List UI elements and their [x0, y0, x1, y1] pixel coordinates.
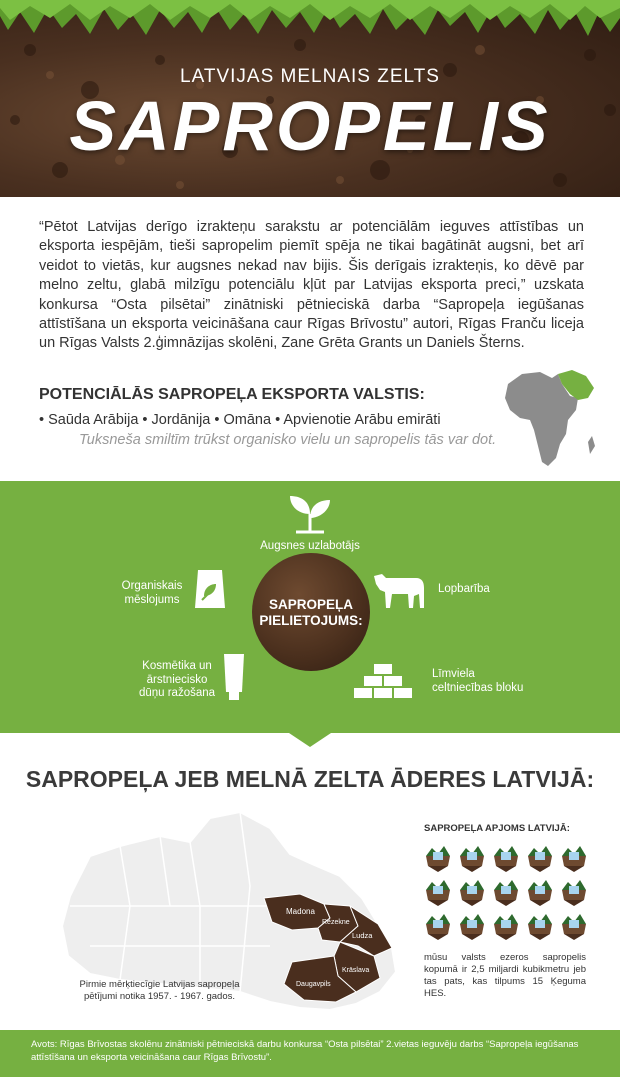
hero-subtitle: LATVIJAS MELNAIS ZELTS — [180, 66, 440, 87]
use-label-fertilizer — [120, 580, 184, 607]
dam-icon — [460, 846, 484, 872]
dam-icon — [528, 846, 552, 872]
africa-arabia-map-icon — [500, 362, 600, 472]
uses-center-line2: PIELIETOJUMS: — [259, 613, 363, 628]
region-label-ludza: Ludza — [352, 931, 373, 940]
region-label-kraslava: Krāslava — [342, 967, 370, 974]
dam-icon — [426, 880, 450, 906]
use-label-cosmetics-line2: ārstniecisko — [146, 673, 208, 686]
region-label-madona: Madona — [286, 907, 315, 916]
section-arrow — [289, 733, 331, 747]
region-label-rezekne: Rēzekne — [322, 919, 350, 926]
amount-text: mūsu valsts ezeros sapropelis kopumā ir 2,5 miljardi kubikmetru jeb tas pats, kas tilpums 15 Ķeguma HES. — [424, 952, 586, 999]
use-label-cosmetics-line1: Kosmētika un — [142, 660, 212, 672]
fertilizer-bag-icon — [192, 566, 228, 612]
dam-icon — [460, 880, 484, 906]
intro-paragraph: “Pētot Latvijas derīgo izrakteņu sarakstu ar potenciālām ieguves attīstības un eksporta iespējām, tieši sapropelim piemīt spēja ne tikai bagātināt augsni, bet arī veidot to vietās, kur augsnes nekad nav bijis. Šis derīgais izrakteņis, ko dēvē par melno zeltu, glabā milzīgu potenciālu kļūt par Latvijas eksporta preci,” uzskata konkursa “Osta pilsētai” zinātniski pētnieciskā darba “Sapropeļa iegūšanas attīstīšana un eksporta veicināšana caur Rīgas Brīvostu” autori, Rīgas Franču liceja un Rīgas Valsts 2.ģimnāzijas skolēni, Zane Grēta Grants un Daniels Šterns. — [39, 219, 584, 352]
dam-icon — [460, 914, 484, 940]
use-label-binder-line2: celtniecības bloku — [432, 681, 524, 694]
uses-center-title — [252, 597, 370, 629]
hero-title: SAPROPELIS — [69, 87, 551, 165]
deposits-heading: SAPROPEĻA JEB MELNĀ ZELTA ĀDERES LATVIJĀ: — [25, 766, 595, 792]
use-label-binder-line1: Līmviela — [432, 668, 475, 680]
region-label-daugavpils: Daugavpils — [296, 981, 331, 988]
export-heading: POTENCIĀLĀS SAPROPEĻA EKSPORTA VALSTIS: — [39, 386, 425, 403]
deposits-note: Pirmie mērķtiecīgie Latvijas sapropeļa pētījumi notika 1957. - 1967. gados. — [79, 979, 240, 1002]
use-label-fertilizer-line1: Organiskais — [121, 580, 183, 592]
dam-icon — [562, 914, 586, 940]
grass-decoration — [0, 0, 620, 40]
amount-heading: SAPROPEĻA APJOMS LATVIJĀ: — [424, 823, 570, 834]
use-label-fodder: Lopbarība — [438, 583, 490, 595]
dam-icon — [426, 846, 450, 872]
dam-icon-grid — [424, 844, 590, 940]
sprout-icon — [286, 492, 334, 536]
dam-icon — [562, 880, 586, 906]
dam-icon — [528, 914, 552, 940]
dam-icon — [562, 846, 586, 872]
footer-source: Avots: Rīgas Brīvostas skolēnu zinātniski pētnieciskā darbu konkursa “Osta pilsētai” 2.vietas ieguvēju darbs “Sapropeļa iegūšanas attīstīšana un eksporta veicināšana caur Rīgas Brīvostu”. — [31, 1039, 579, 1063]
bricks-icon — [352, 664, 414, 700]
dam-icon — [494, 914, 518, 940]
use-label-binder — [432, 668, 523, 695]
dam-icon — [528, 880, 552, 906]
use-label-cosmetics-line3: dūņu ražošana — [138, 687, 216, 699]
export-countries: • Saūda Arābija • Jordānija • Omāna • Apvienotie Arābu emirāti — [39, 412, 441, 428]
dam-icon — [494, 880, 518, 906]
export-note: Tuksneša smiltīm trūkst organisko vielu un sapropelis tās var dot. — [79, 432, 497, 448]
cow-icon — [372, 570, 426, 610]
use-label-cosmetics — [134, 660, 220, 701]
use-label-soil: Augsnes uzlabotājs — [260, 540, 360, 552]
dam-icon — [426, 914, 450, 940]
cosmetics-tube-icon — [222, 652, 246, 702]
use-label-fertilizer-line2: mēslojums — [124, 593, 180, 606]
dam-icon — [494, 846, 518, 872]
uses-center-line1: SAPROPEĻA — [268, 597, 353, 612]
